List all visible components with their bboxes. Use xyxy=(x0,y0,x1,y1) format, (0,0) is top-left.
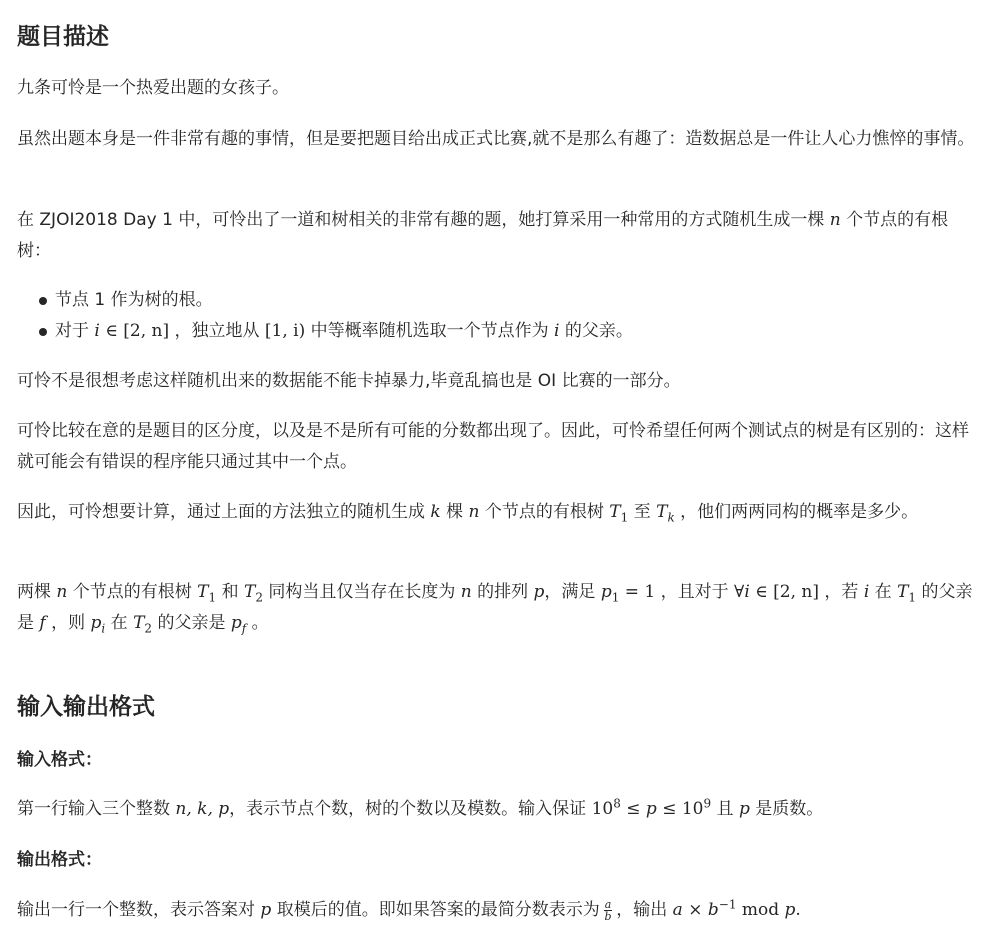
text: 第一行输入三个整数 xyxy=(17,799,170,819)
math-pf xyxy=(230,613,247,636)
math-p: p xyxy=(533,582,545,602)
text: ，他们两两同构的概率是多少。 xyxy=(680,502,919,522)
section-title-io-format: 输入输出格式 xyxy=(17,694,155,720)
math-ten: 10 xyxy=(591,799,614,819)
section-title-description: 题目描述 xyxy=(17,24,109,50)
text: 且 xyxy=(716,799,734,819)
math-p: p xyxy=(260,900,272,920)
math-range: [2, n] xyxy=(123,321,170,341)
math-le: ≤ xyxy=(626,799,641,819)
math-p: p xyxy=(645,799,657,819)
text: 个节点的有根树： xyxy=(17,210,949,261)
text: 可怜不是很想考虑这样随机出来的数据能不能卡掉暴力,毕竟乱搞也是 OI 比赛的一部分。 xyxy=(17,371,681,391)
math-T1 xyxy=(609,502,629,525)
math-sub: i xyxy=(101,621,106,636)
math-i: i xyxy=(863,582,870,602)
text: ，且对于 xyxy=(660,582,729,602)
text: ，满足 xyxy=(544,582,596,602)
paragraph-isomorphism xyxy=(17,577,981,639)
math-n: n xyxy=(56,582,68,602)
math-i: i xyxy=(94,321,100,341)
math-b: b xyxy=(707,900,719,920)
math-fraction-a-over-b xyxy=(604,899,613,922)
math-sub: 1 xyxy=(908,590,917,605)
math-lower-bound xyxy=(591,796,712,819)
text: 至 xyxy=(633,502,651,522)
math-sub: 1 xyxy=(611,590,620,605)
paragraph-input-format xyxy=(17,794,981,825)
paragraph-bruteforce xyxy=(17,366,981,397)
math-p1-eq xyxy=(600,582,656,605)
text: 棵 xyxy=(446,502,464,522)
math-in: ∈ xyxy=(755,582,768,602)
math-T2 xyxy=(243,582,263,605)
paragraph-output-format xyxy=(17,895,981,926)
math-k: k xyxy=(430,502,441,522)
text: 和 xyxy=(221,582,239,602)
paragraph-question xyxy=(17,497,981,528)
math-exp: 8 xyxy=(613,796,621,811)
math-T: T xyxy=(133,613,145,633)
math-ten: 10 xyxy=(681,799,704,819)
math-nkp: n, k, p xyxy=(175,799,230,819)
output-format-heading: 输出格式： xyxy=(17,850,102,870)
math-T: T xyxy=(609,502,621,522)
math-f: f xyxy=(39,613,46,633)
input-format-heading: 输入格式： xyxy=(17,750,102,770)
math-in: ∈ xyxy=(105,321,118,341)
math-p: p xyxy=(230,613,242,633)
math-Tk xyxy=(656,502,675,525)
text: 节点 1 作为树的根。 xyxy=(55,290,213,310)
math-numerator: a xyxy=(604,897,612,911)
math-T: T xyxy=(897,582,909,602)
text: 虽然出题本身是一件非常有趣的事情，但是要把题目给出成正式比赛,就不是那么有趣了：造数据总是一件让人心力憔悴的事情。 xyxy=(17,129,975,149)
math-range: [2, n] xyxy=(773,582,819,602)
paragraph-intro xyxy=(17,73,981,104)
text: ，若 xyxy=(824,582,859,602)
text: 取模后的值。即如果答案的最简分数表示为 xyxy=(276,900,600,920)
math-eq: = 1 xyxy=(624,582,656,602)
text: ，独立地从 xyxy=(174,321,260,341)
text: 的父亲是 xyxy=(17,582,973,633)
math-T: T xyxy=(197,582,209,602)
math-pi xyxy=(90,613,106,636)
text: 因此，可怜想要计算，通过上面的方法独立的随机生成 xyxy=(17,502,425,522)
math-T: T xyxy=(656,502,668,522)
text: 。 xyxy=(251,613,269,633)
math-period: . xyxy=(795,900,801,920)
text: 个节点的有根树 xyxy=(484,502,604,522)
math-T1 xyxy=(197,582,217,605)
text: ，输出 xyxy=(616,900,668,920)
math-p: p xyxy=(784,900,796,920)
text: 九条可怜是一个热爱出题的女孩子。 xyxy=(17,78,289,98)
text: 同构当且仅当存在长度为 xyxy=(268,582,456,602)
math-exp: 9 xyxy=(703,796,712,811)
paragraph-zjoi xyxy=(17,205,981,267)
text: 可怜比较在意的是题目的区分度，以及是不是所有可能的分数都出现了。因此，可怜希望任何两个测试点的树是有区别的：这样就可能会有错误的程序能只通过其中一个点。 xyxy=(17,421,969,472)
math-range: [1, i) xyxy=(264,321,306,341)
math-sub: f xyxy=(241,621,247,636)
math-sub: 2 xyxy=(144,621,153,636)
text: 两棵 xyxy=(17,582,51,602)
math-forall: ∀ xyxy=(734,582,745,602)
math-p: p xyxy=(90,613,102,633)
text: 对于 xyxy=(55,321,89,341)
math-times: × xyxy=(688,900,703,920)
text: 是质数。 xyxy=(755,799,824,819)
text: ，表示节点个数，树的个数以及模数。输入保证 xyxy=(229,799,587,819)
math-le: ≤ xyxy=(662,799,677,819)
math-a: a xyxy=(672,900,683,920)
text: 的父亲。 xyxy=(564,321,633,341)
math-n: n xyxy=(460,582,472,602)
math-exp: −1 xyxy=(718,897,737,912)
paragraph-difficulty xyxy=(17,124,981,155)
math-i: i xyxy=(554,321,560,341)
math-T1 xyxy=(897,582,917,605)
math-n: n xyxy=(468,502,480,522)
math-T2 xyxy=(133,613,153,636)
math-i: i xyxy=(744,582,750,602)
text: 在 xyxy=(110,613,128,633)
math-sub: k xyxy=(667,510,675,525)
math-sub: 1 xyxy=(620,510,629,525)
text: 中等概率随机选取一个节点作为 xyxy=(310,321,549,341)
text: 的排列 xyxy=(477,582,529,602)
generation-rules-list xyxy=(17,285,981,347)
paragraph-distinction xyxy=(17,416,981,478)
math-sub: 1 xyxy=(208,590,217,605)
math-mod: mod xyxy=(741,900,780,920)
text: 在 xyxy=(874,582,892,602)
math-n: n xyxy=(829,210,841,230)
text: 的父亲是 xyxy=(157,613,226,633)
math-p: p xyxy=(738,799,750,819)
math-sub: 2 xyxy=(255,590,263,605)
math-b-inverse xyxy=(707,897,737,920)
math-p: p xyxy=(600,582,612,602)
list-item-parent xyxy=(37,316,981,347)
text: ，则 xyxy=(51,613,86,633)
math-denominator: b xyxy=(604,909,612,923)
text: 输出一行一个整数，表示答案对 xyxy=(17,900,255,920)
text: 在 ZJOI2018 Day 1 中，可怜出了一道和树相关的非常有趣的题，她打算采用一种常用的方式随机生成一棵 xyxy=(17,210,825,230)
text: 个节点的有根树 xyxy=(72,582,192,602)
math-T: T xyxy=(243,582,256,602)
list-item-root xyxy=(37,285,981,316)
